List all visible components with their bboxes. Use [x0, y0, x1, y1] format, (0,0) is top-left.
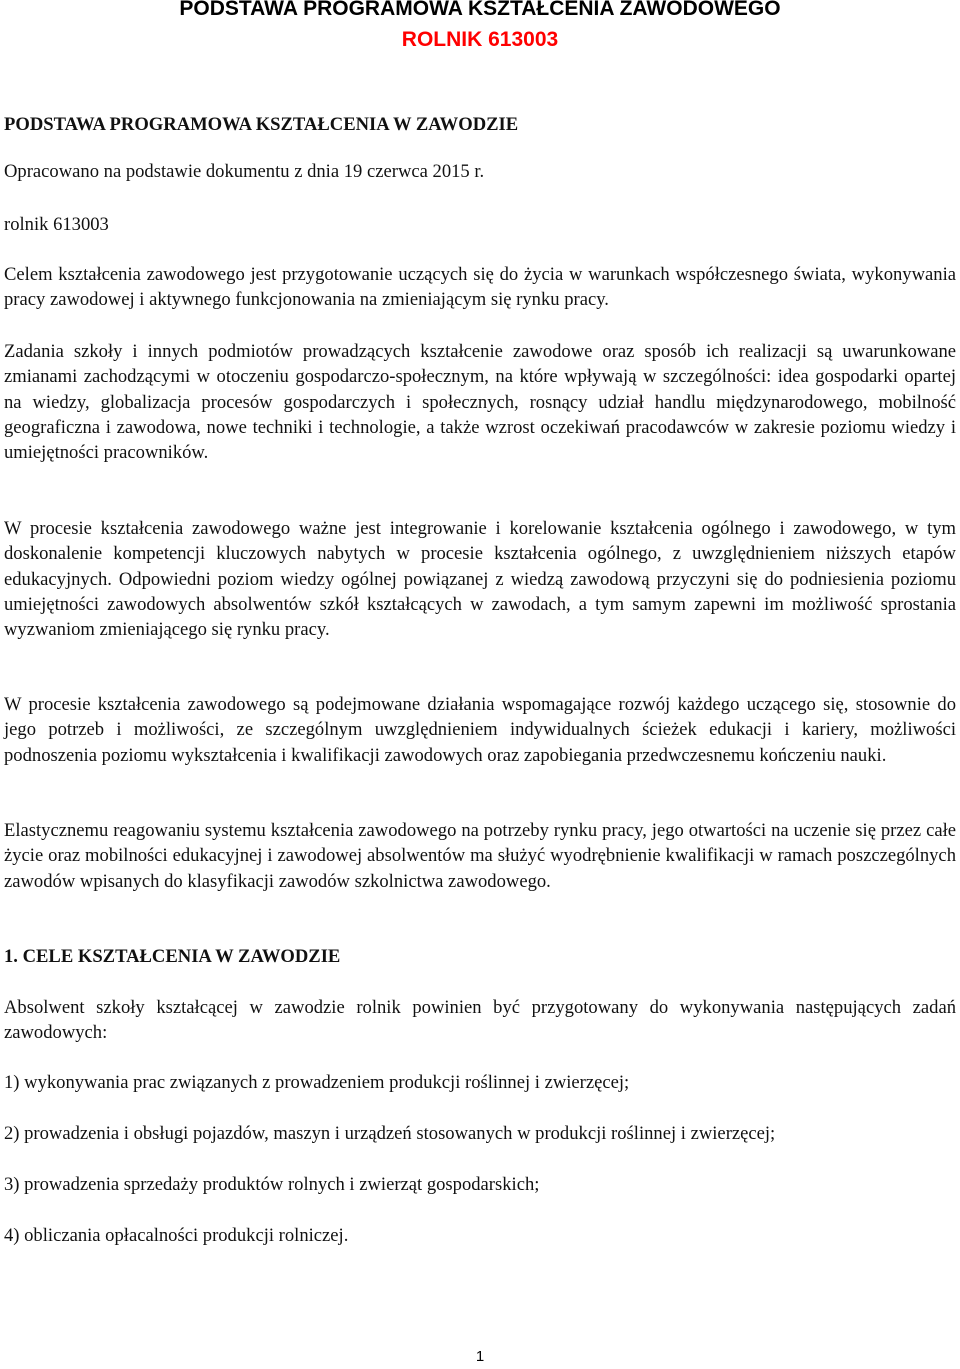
list-item: 3) prowadzenia sprzedaży produktów rolnych i zwierząt gospodarskich;: [4, 1174, 540, 1195]
page-number: 1: [475, 1348, 485, 1365]
document-title: PODSTAWA PROGRAMOWA KSZTAŁCENIA ZAWODOWEGO: [179, 0, 781, 20]
section-heading-goals: 1. CELE KSZTAŁCENIA W ZAWODZIE: [4, 946, 341, 967]
paragraph: Elastycznemu reagowaniu systemu kształcenia zawodowego na potrzeby rynku pracy, jego otwartości na uczenie się przez całe życie oraz mobilności edukacyjnej i zawodowej absolwentów ma służyć wyodrębnienie kwalifikacji w ramach poszczególnych zawodów wpisanych do klasyfikacji zawodów szkolnictwa zawodowego.: [4, 820, 956, 892]
section-intro: Absolwent szkoły kształcącej w zawodzie rolnik powinien być przygotowany do wykonywania następujących zadań zawodowych:: [4, 997, 956, 1044]
paragraph: Celem kształcenia zawodowego jest przygotowanie uczących się do życia w warunkach współczesnego świata, wykonywania pracy zawodowej i aktywnego funkcjonowania na zmieniającym się rynku pracy.: [4, 264, 956, 311]
section-heading: PODSTAWA PROGRAMOWA KSZTAŁCENIA W ZAWODZIE: [4, 114, 519, 135]
document-subtitle: ROLNIK 613003: [401, 28, 559, 51]
profession-code: rolnik 613003: [4, 214, 109, 235]
list-item: 1) wykonywania prac związanych z prowadzeniem produkcji roślinnej i zwierzęcej;: [4, 1072, 630, 1093]
based-on-note: Opracowano na podstawie dokumentu z dnia 19 czerwca 2015 r.: [4, 161, 485, 182]
list-item: 4) obliczania opłacalności produkcji rolniczej.: [4, 1225, 349, 1246]
paragraph: Zadania szkoły i innych podmiotów prowadzących kształcenie zawodowe oraz sposób ich realizacji są uwarunkowane zmianami zachodzącymi w otoczeniu gospodarczo-społecznym, na które wpływają w szczególności: idea gospodarki opartej na wiedzy, globalizacja procesów gospodarczych i społecznych, rosnący udział handlu międzynarodowego, mobilność geograficzna i zawodowa, nowe techniki i technologie, a także wzrost oczekiwań pracodawców w zakresie poziomu wiedzy i umiejętności pracowników.: [4, 341, 956, 464]
list-item: 2) prowadzenia i obsługi pojazdów, maszyn i urządzeń stosowanych w produkcji roślinnej i zwierzęcej;: [4, 1123, 776, 1144]
paragraph: W procesie kształcenia zawodowego ważne jest integrowanie i korelowanie kształcenia ogólnego i zawodowego, w tym doskonalenie kompetencji kluczowych nabytych w procesie kształcenia ogólnego, z uwzględnieniem niższych etapów edukacyjnych. Odpowiedni poziom wiedzy ogólnej powiązanej z wiedzą zawodową przyczyni się do podniesienia poziomu umiejętności zawodowych absolwentów szkół kształcących w zawodach, a tym samym zapewni im możliwość sprostania wyzwaniom zmieniającego się rynku pracy.: [4, 518, 956, 641]
paragraph: W procesie kształcenia zawodowego są podejmowane działania wspomagające rozwój każdego uczącego się, stosownie do jego potrzeb i możliwości, ze szczególnym uwzględnieniem indywidualnych ścieżek edukacji i kariery, możliwości podnoszenia poziomu wykształcenia i kwalifikacji zawodowych oraz zapobiegania przedwczesnemu kończeniu nauki.: [4, 694, 956, 766]
